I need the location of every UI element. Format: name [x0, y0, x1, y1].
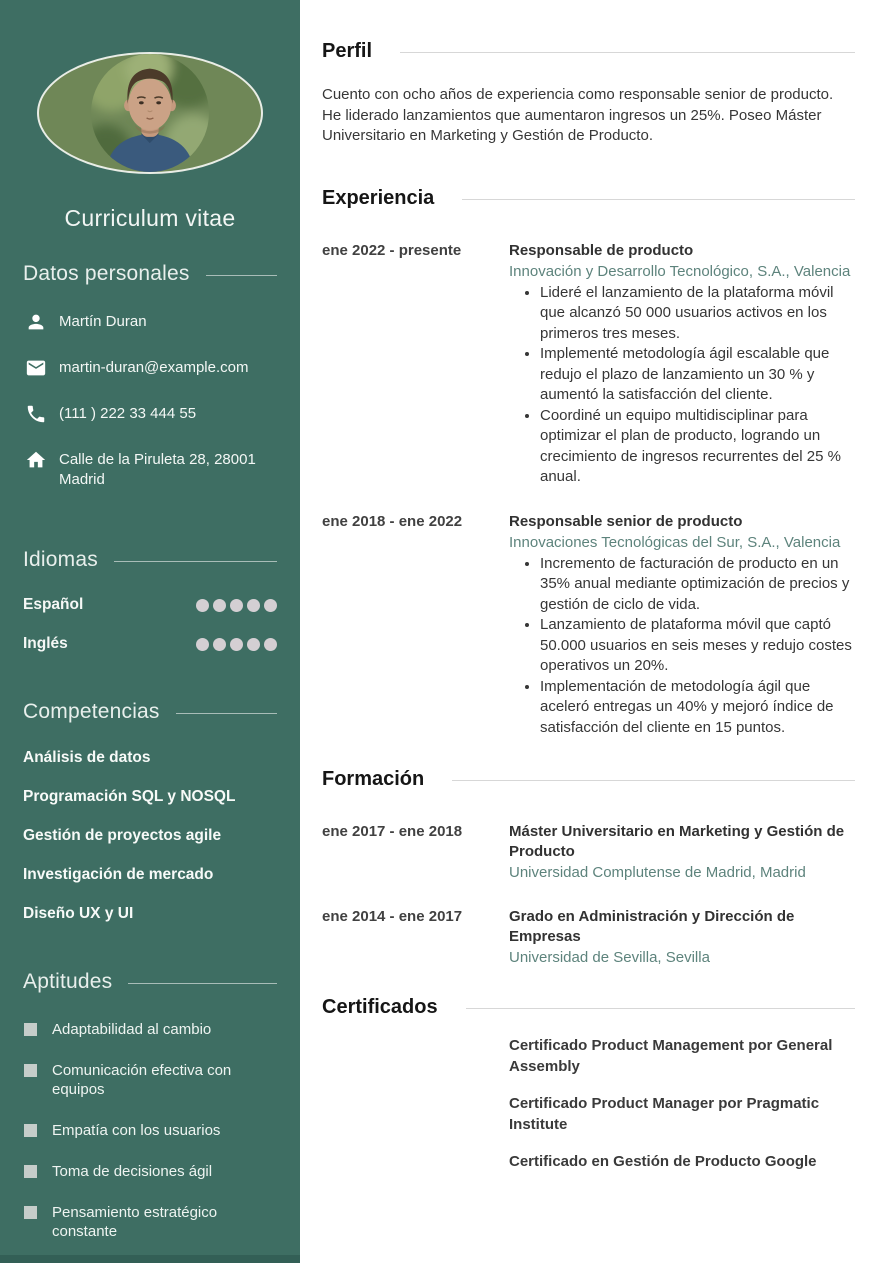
level-dot-icon	[213, 599, 226, 612]
certificate-item	[322, 1036, 855, 1077]
skill-list	[0, 749, 300, 923]
section-aptitudes	[0, 944, 300, 1263]
aptitude-text: Empatía con los usuarios	[52, 1122, 221, 1139]
aptitudes-heading	[0, 970, 300, 994]
contact-list	[0, 312, 300, 490]
aptitude-text: Comunicación efectiva con equipos	[52, 1062, 232, 1098]
entry-company: Innovaciones Tecnológicas del Sur, S.A., Valencia	[509, 533, 841, 551]
profile-summary: Cuento con ocho años de experiencia como responsable senior de producto. He liderado lanzamientos que aumentaron ingresos un 25%. Poseo Máster Universitario en Marketing y Gestión de Producto.	[322, 86, 834, 144]
contact-item-email	[0, 358, 300, 379]
education-entry	[322, 822, 855, 883]
language-label: Inglés	[23, 635, 68, 652]
bullet-item: • Lideré el lanzamiento de la plataforma móvil que alcanzó 50 000 usuarios activos en los primeros tres meses.	[540, 283, 855, 345]
level-dot-icon	[213, 638, 226, 651]
sidebar	[0, 0, 300, 1263]
entry-school: Universidad de Sevilla, Sevilla	[509, 949, 710, 966]
formacion-heading-text: Formación	[322, 768, 425, 790]
entry-dates: ene 2017 - ene 2018	[322, 823, 463, 840]
section-idiomas	[0, 515, 300, 674]
heading-rule	[462, 199, 855, 200]
entry-dates: ene 2018 - ene 2022	[322, 512, 463, 530]
idiomas-heading	[0, 548, 300, 572]
language-label: Español	[23, 596, 84, 613]
experiencia-heading	[322, 187, 855, 210]
bullet-item: • Coordiné un equipo multidisciplinar para optimizar el plan de producto, logrando un crecimiento de ingresos recurrentes del 25 % anual.	[540, 406, 855, 488]
heading-rule	[114, 561, 277, 563]
entry-body	[509, 822, 855, 883]
level-dot-icon	[247, 599, 260, 612]
certificate-list	[322, 1036, 855, 1173]
entry-title: Responsable de producto	[509, 241, 694, 259]
section-perfil	[322, 40, 855, 147]
aptitude-item	[0, 1203, 300, 1241]
certificate-date-spacer	[322, 1036, 509, 1077]
aptitude-item	[0, 1061, 300, 1099]
level-dot-icon	[264, 638, 277, 651]
contact-name-text: Martín Duran	[59, 313, 147, 330]
heading-rule	[466, 1008, 855, 1009]
language-level-dots	[192, 599, 277, 612]
email-icon	[25, 357, 47, 379]
datos-personales-heading	[0, 262, 300, 286]
bullet-square-icon	[24, 1165, 37, 1178]
entry-body	[509, 907, 855, 968]
entry-bullet-list	[509, 554, 855, 739]
entry-title: Responsable senior de producto	[509, 512, 743, 530]
entry-school: Universidad Complutense de Madrid, Madrid	[509, 864, 806, 881]
aptitudes-heading-text: Aptitudes	[23, 970, 113, 993]
entry-title: Máster Universitario en Marketing y Gestión de Producto	[509, 823, 845, 860]
education-entry	[322, 907, 855, 968]
perfil-heading	[322, 40, 855, 63]
heading-rule	[206, 275, 277, 277]
main-content	[300, 0, 893, 1263]
entry-body	[509, 241, 855, 488]
heading-rule	[176, 713, 277, 715]
skill-item: Análisis de datos	[23, 749, 151, 766]
section-competencias	[0, 674, 300, 944]
certificate-title: Certificado Product Management por General Assembly	[509, 1037, 833, 1075]
aptitude-item	[0, 1020, 300, 1039]
level-dot-icon	[230, 638, 243, 651]
profile-photo	[37, 52, 263, 174]
entry-dates: ene 2022 - presente	[322, 241, 462, 259]
competencias-heading	[0, 700, 300, 724]
home-icon	[25, 449, 47, 471]
level-dot-icon	[196, 599, 209, 612]
certificate-item	[322, 1152, 855, 1173]
experiencia-heading-text: Experiencia	[322, 186, 435, 209]
section-datos-personales	[0, 232, 300, 515]
bullet-item: • Incremento de facturación de producto en un 35% anual mediante optimización de precios y gestión de ciclo de vida.	[540, 554, 855, 616]
heading-rule	[452, 780, 855, 781]
skill-item: Investigación de mercado	[23, 866, 214, 883]
section-certificados	[322, 996, 855, 1173]
bullet-square-icon	[24, 1064, 37, 1077]
entry-company: Innovación y Desarrollo Tecnológico, S.A., Valencia	[509, 262, 851, 280]
certificados-heading	[322, 996, 855, 1019]
level-dot-icon	[230, 599, 243, 612]
bullet-item: • Implementación de metodología ágil que aceleró entregas un 40% y mejoró índice de satisfacción del cliente en 15 puntos.	[540, 677, 855, 739]
level-dot-icon	[196, 638, 209, 651]
language-item	[0, 596, 300, 614]
bullet-square-icon	[24, 1023, 37, 1036]
skill-item: Gestión de proyectos agile	[23, 827, 222, 844]
level-dot-icon	[247, 638, 260, 651]
certificate-title: Certificado en Gestión de Producto Google	[509, 1153, 817, 1170]
bullet-square-icon	[24, 1206, 37, 1219]
language-level-dots	[192, 638, 277, 651]
aptitude-item	[0, 1162, 300, 1181]
skill-item: Diseño UX y UI	[23, 905, 134, 922]
bullet-square-icon	[24, 1124, 37, 1137]
skill-item: Programación SQL y NOSQL	[23, 788, 236, 805]
certificate-date-spacer	[322, 1152, 509, 1173]
heading-rule	[400, 52, 855, 53]
bullet-item: • Lanzamiento de plataforma móvil que captó 50.000 usuarios en seis meses y redujo costes operativos un 20%.	[540, 615, 855, 677]
idiomas-heading-text: Idiomas	[23, 548, 98, 571]
contact-item-address	[0, 450, 300, 490]
aptitude-text: Adaptabilidad al cambio	[52, 1021, 212, 1038]
certificate-date-spacer	[322, 1094, 509, 1135]
section-experiencia	[322, 187, 855, 739]
contact-phone-text: (111 ) 222 33 444 55	[59, 405, 197, 422]
experience-entry	[322, 241, 855, 488]
aptitude-item	[0, 1121, 300, 1140]
bullet-item: • Implementé metodología ágil escalable que redujo el plazo de lanzamiento un 30 % y aumentó la satisfacción del cliente.	[540, 344, 855, 406]
language-item	[0, 635, 300, 653]
sidebar-footer-bar	[0, 1255, 300, 1263]
heading-rule	[128, 983, 277, 985]
contact-item-name	[0, 312, 300, 333]
language-list	[0, 596, 300, 653]
perfil-heading-text: Perfil	[322, 40, 373, 62]
certificate-title: Certificado Product Manager por Pragmatic Institute	[509, 1095, 820, 1133]
contact-address-text: Calle de la Piruleta 28, 28001 Madrid	[59, 451, 256, 488]
contact-email-text: martin-duran@example.com	[59, 359, 249, 376]
entry-dates: ene 2014 - ene 2017	[322, 908, 463, 925]
datos-personales-heading-text: Datos personales	[23, 262, 190, 285]
formacion-heading	[322, 768, 855, 791]
competencias-heading-text: Competencias	[23, 700, 160, 723]
entry-bullet-list	[509, 283, 855, 488]
contact-item-phone	[0, 404, 300, 425]
section-formacion	[322, 768, 855, 968]
entry-body	[509, 512, 855, 739]
experience-entry	[322, 512, 855, 739]
level-dot-icon	[264, 599, 277, 612]
aptitude-text: Toma de decisiones ágil	[52, 1163, 213, 1180]
entry-title: Grado en Administración y Dirección de Empresas	[509, 908, 795, 945]
portrait-image	[39, 54, 261, 172]
certificados-heading-text: Certificados	[322, 996, 438, 1018]
certificate-item	[322, 1094, 855, 1135]
cv-title: Curriculum vitae	[64, 205, 236, 231]
phone-icon	[25, 403, 47, 425]
aptitude-list	[0, 1020, 300, 1241]
person-icon	[25, 311, 47, 333]
aptitude-text: Pensamiento estratégico constante	[52, 1204, 218, 1240]
